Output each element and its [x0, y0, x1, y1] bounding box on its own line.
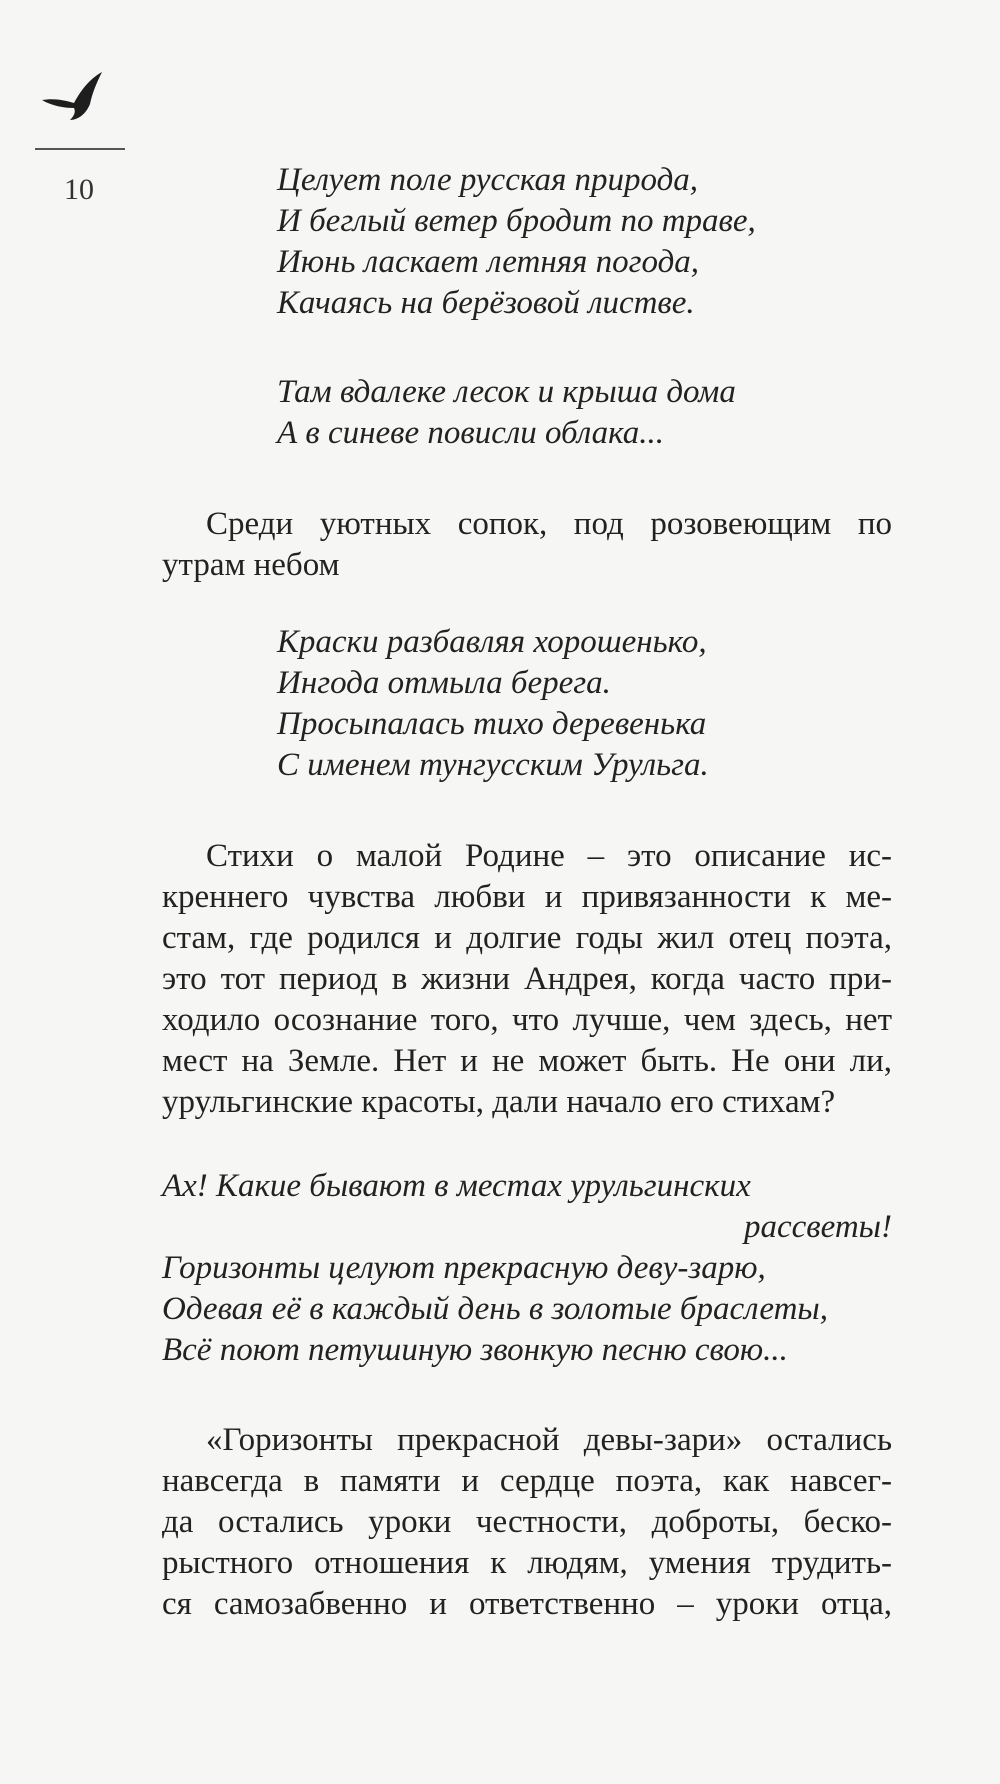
prose-line: урульгинские красоты, дали начало его стихам? — [162, 1084, 836, 1120]
bird-icon — [40, 70, 108, 126]
poem-line: Качаясь на берёзовой листве. — [277, 285, 695, 321]
prose-line: стам, где родился и долгие годы жил отец поэта, — [162, 920, 892, 956]
prose-line: креннего чувства любви и привязанности к ме- — [162, 879, 892, 915]
poem-line: Июнь ласкает летняя погода, — [277, 244, 700, 280]
poem-line: И беглый ветер бродит по траве, — [277, 203, 756, 239]
prose-line: Стихи о малой Родине – это описание ис- — [206, 838, 892, 874]
prose-line: да остались уроки честности, доброты, беско- — [162, 1504, 892, 1540]
prose-paragraph — [162, 504, 892, 586]
poem-line: Там вдалеке лесок и крыша дома — [277, 374, 736, 410]
poem-stanza — [277, 622, 709, 786]
prose-line: ся самозабвенно и ответственно – уроки отца, — [162, 1586, 892, 1622]
prose-paragraph — [162, 836, 892, 1123]
poem-line: Горизонты целуют прекрасную деву-зарю, — [162, 1250, 766, 1286]
prose-line: мест на Земле. Нет и не может быть. Не они ли, — [162, 1043, 892, 1079]
poem-line: А в синеве повисли облака... — [277, 415, 664, 451]
prose-line: ходило осознание того, что лучше, чем здесь, нет — [162, 1002, 892, 1038]
poem-line: Целует поле русская природа, — [277, 162, 699, 198]
prose-line: Среди уютных сопок, под розовеющим по — [206, 506, 892, 542]
header-rule — [35, 148, 125, 150]
poem-stanza — [277, 372, 736, 454]
page-number: 10 — [64, 173, 94, 206]
poem-line: С именем тунгусским Урульга. — [277, 747, 709, 783]
poem-line: Ингода отмыла берега. — [277, 665, 611, 701]
prose-line: рыстного отношения к людям, умения трудить- — [162, 1545, 892, 1581]
poem-stanza — [162, 1166, 892, 1371]
poem-line: Краски разбавляя хорошенько, — [277, 624, 707, 660]
prose-line: навсегда в памяти и сердце поэта, как навсег- — [162, 1463, 892, 1499]
poem-stanza — [277, 160, 756, 324]
poem-line: Ах! Какие бывают в местах урульгинских — [162, 1168, 751, 1204]
prose-line: это тот период в жизни Андрея, когда часто при- — [162, 961, 892, 997]
prose-paragraph — [162, 1420, 892, 1625]
prose-line: «Горизонты прекрасной девы-зари» остались — [206, 1422, 892, 1458]
poem-line: Просыпалась тихо деревенька — [277, 706, 707, 742]
poem-line-continuation: рассветы! — [743, 1209, 892, 1245]
poem-line: Всё поют петушиную звонкую песню свою... — [162, 1332, 788, 1368]
prose-line: утрам небом — [162, 547, 340, 583]
poem-line: Одевая её в каждый день в золотые браслеты, — [162, 1291, 829, 1327]
